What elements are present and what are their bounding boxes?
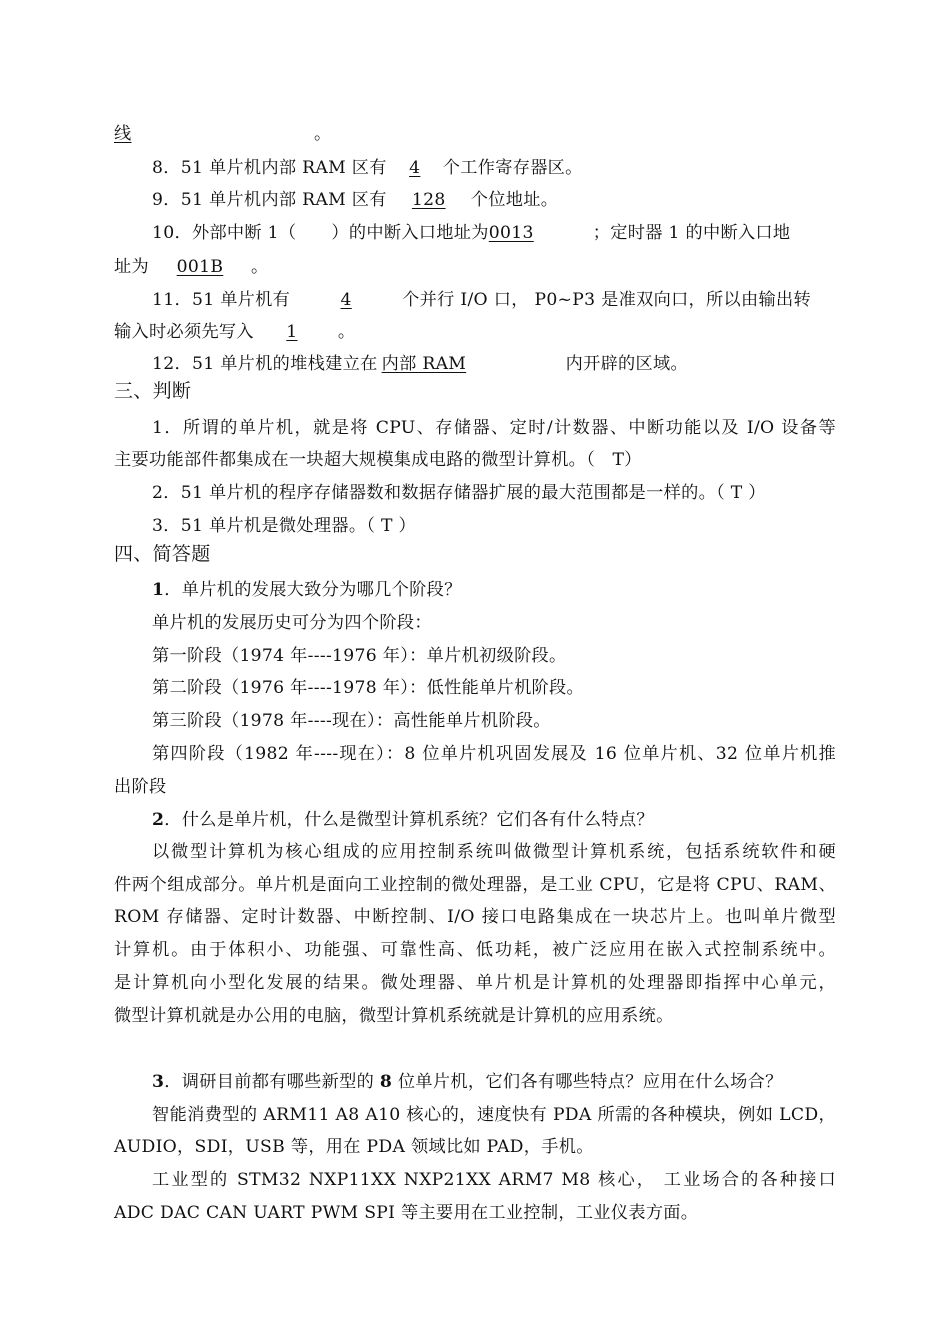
fill-q11-line2: 输入时必须先写入 1 。 [114,322,356,342]
short-a1-line: 第四阶段（1982 年----现在）：8 位单片机巩固发展及 16 位单片机、32 位单片机推 [152,744,836,764]
short-a2-line: 以微型计算机为核心组成的应用控制系统叫做微型计算机系统，包括系统软件和硬 [152,842,836,862]
short-a1-line: 第三阶段（1978 年----现在）：高性能单片机阶段。 [152,711,551,731]
judge-q2: 2．51 单片机的程序存储器数和数据存储器扩展的最大范围都是一样的。（ T ） [152,483,766,503]
short-a3-line: 智能消费型的 ARM11 A8 A10 核心的，速度快有 PDA 所需的各种模块，例如 LCD， [152,1105,836,1125]
short-a3-line: ADC DAC CAN UART PWM SPI 等主要用在工业控制，工业仪表方面。 [114,1203,699,1223]
q8-answer: 4 [409,158,421,178]
fill-q11-line1: 11．51 单片机有 4 个并行 I/O 口， P0~P3 是准双向口，所以由输出转 [152,290,811,310]
short-a2-line: 是计算机向小型化发展的结果。微处理器、单片机是计算机的处理器即指挥中心单元， [114,973,836,993]
q11-answer-2: 1 [286,322,298,342]
short-a1-line: 第二阶段（1976 年----1978 年）：低性能单片机阶段。 [152,678,585,698]
q7-continuation: 线 。 [114,124,332,144]
short-a2-line: 微型计算机就是办公用的电脑，微型计算机系统就是计算机的应用系统。 [114,1006,674,1026]
fill-q9: 9．51 单片机内部 RAM 区有 128 个位地址。 [152,190,559,210]
fill-q8: 8．51 单片机内部 RAM 区有 4 个工作寄存器区。 [152,158,583,178]
short-a3-line: AUDIO，SDI，USB 等，用在 PDA 领域比如 PAD，手机。 [114,1137,594,1157]
short-a3-line: 工业型的 STM32 NXP11XX NXP21XX ARM7 M8 核心， 工业场合的各种接口 [152,1170,836,1190]
short-a1-line: 出阶段 [114,777,167,797]
q12-answer: 内部 RAM [381,354,467,374]
q10-answer-1: 0013 [488,223,534,243]
q9-answer: 128 [411,190,446,210]
judge-q3: 3．51 单片机是微处理器。（ T ） [152,516,417,536]
fill-q10-line2: 址为 001B 。 [114,257,269,277]
short-a1-line: 单片机的发展历史可分为四个阶段： [152,613,432,633]
fill-q12: 12．51 单片机的堆栈建立在 内部 RAM 内开辟的区域。 [152,354,689,374]
judge-q1-line2: 主要功能部件都集成在一块超大规模集成电路的微型计算机。（ T） [114,450,642,470]
short-q1: 1．单片机的发展大致分为哪几个阶段？ [152,580,462,600]
short-q3: 3．调研目前都有哪些新型的 8 位单片机，它们各有哪些特点？应用在什么场合？ [152,1072,783,1092]
q10-answer-2: 001B [176,257,224,277]
section-heading-judge: 三、判断 [114,380,192,402]
q7-answer-blank: 线 [114,124,132,144]
section-heading-short-answer: 四、简答题 [114,543,211,565]
short-a1-line: 第一阶段（1974 年----1976 年）：单片机初级阶段。 [152,646,567,666]
short-q2: 2．什么是单片机，什么是微型计算机系统？它们各有什么特点？ [152,810,654,830]
short-a2-line: 计算机。由于体积小、功能强、可靠性高、低功耗，被广泛应用在嵌入式控制系统中。 [114,940,836,960]
judge-q1-line1: 1．所谓的单片机，就是将 CPU、存储器、定时/计数器、中断功能以及 I/O 设备等 [152,418,836,438]
fill-q10-line1: 10．外部中断 1（ ）的中断入口地址为0013 ；定时器 1 的中断入口地 [152,223,791,243]
short-a2-line: ROM 存储器、定时计数器、中断控制、I/O 接口电路集成在一块芯片上。也叫单片微型 [114,907,836,927]
q11-answer-1: 4 [340,290,352,310]
short-a2-line: 件两个组成部分。单片机是面向工业控制的微处理器，是工业 CPU，它是将 CPU、RAM、 [114,875,836,895]
